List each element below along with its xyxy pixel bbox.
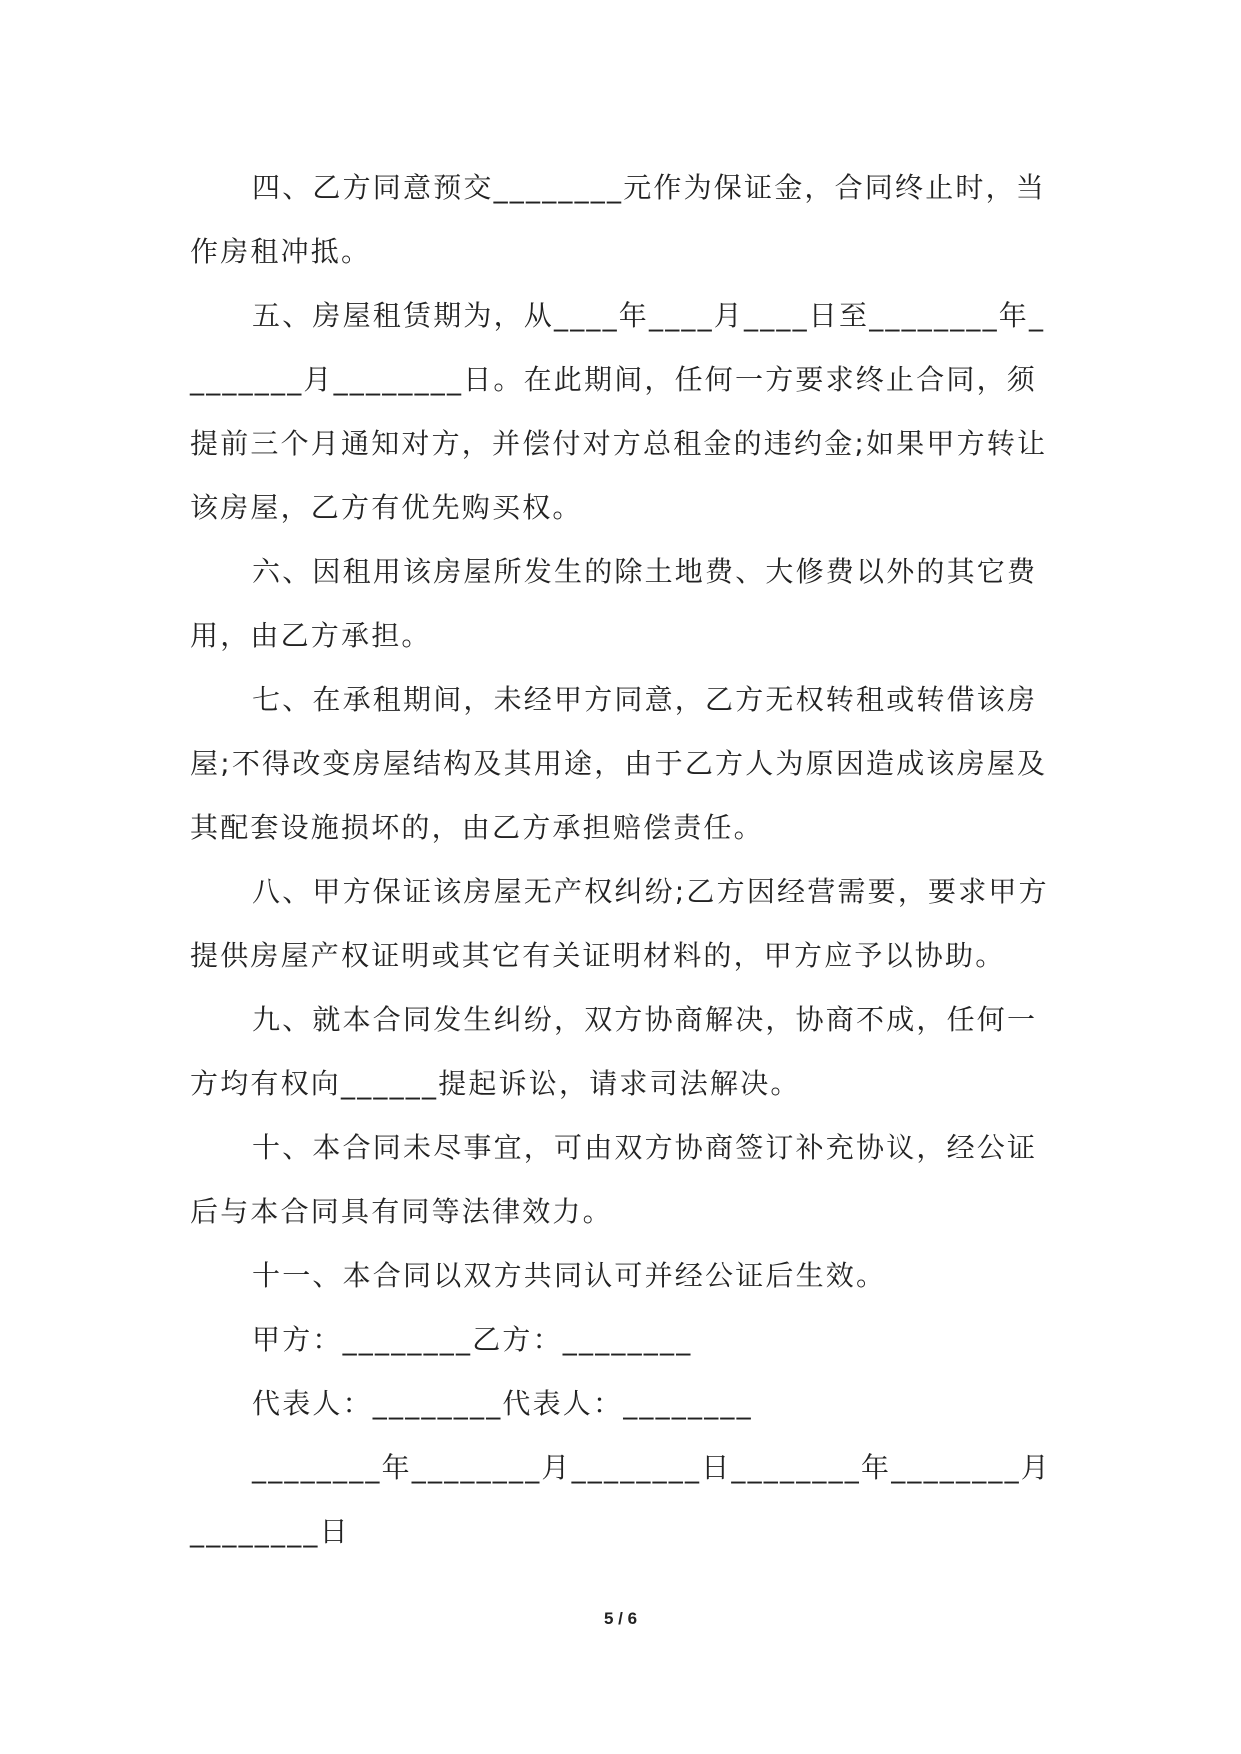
signature-block (190, 1308, 1060, 1564)
clause-8: 八、甲方保证该房屋无产权纠纷;乙方因经营需要，要求甲方提供房屋产权证明或其它有关证明材料的，甲方应予以协助。 (190, 875, 1049, 972)
page-number: 5 / 6 (603, 1609, 638, 1628)
parties-line: 甲方：________乙方：________ (252, 1323, 693, 1356)
clause-5: 五、房屋租赁期为，从____年____月____日至________年________月________日。在此期间，任何一方要求终止合同，须提前三个月通知对方，并偿付对方总租金的违约金;如果甲方转让该房屋，乙方有优先购买权。 (190, 299, 1048, 524)
clause-10: 十、本合同未尽事宜，可由双方协商签订补充协议，经公证后与本合同具有同等法律效力。 (190, 1131, 1038, 1228)
clause-11: 十一、本合同以双方共同认可并经公证后生效。 (252, 1259, 887, 1292)
contract-body (190, 156, 1060, 1564)
clause-7: 七、在承租期间，未经甲方同意，乙方无权转租或转借该房屋;不得改变房屋结构及其用途，由于乙方人为原因造成该房屋及其配套设施损坏的，由乙方承担赔偿责任。 (190, 683, 1048, 844)
clause-9: 九、就本合同发生纠纷，双方协商解决，协商不成，任何一方均有权向______提起诉讼，请求司法解决。 (190, 1003, 1038, 1100)
representatives-line: 代表人：________代表人：________ (252, 1387, 753, 1420)
clause-4: 四、乙方同意预交________元作为保证金，合同终止时，当作房租冲抵。 (190, 171, 1047, 268)
dates-line: ________年________月________日________年________月 (252, 1451, 1052, 1484)
clause-6: 六、因租用该房屋所发生的除土地费、大修费以外的其它费用，由乙方承担。 (190, 555, 1038, 652)
dates-line-continued: ________日 (190, 1515, 350, 1548)
